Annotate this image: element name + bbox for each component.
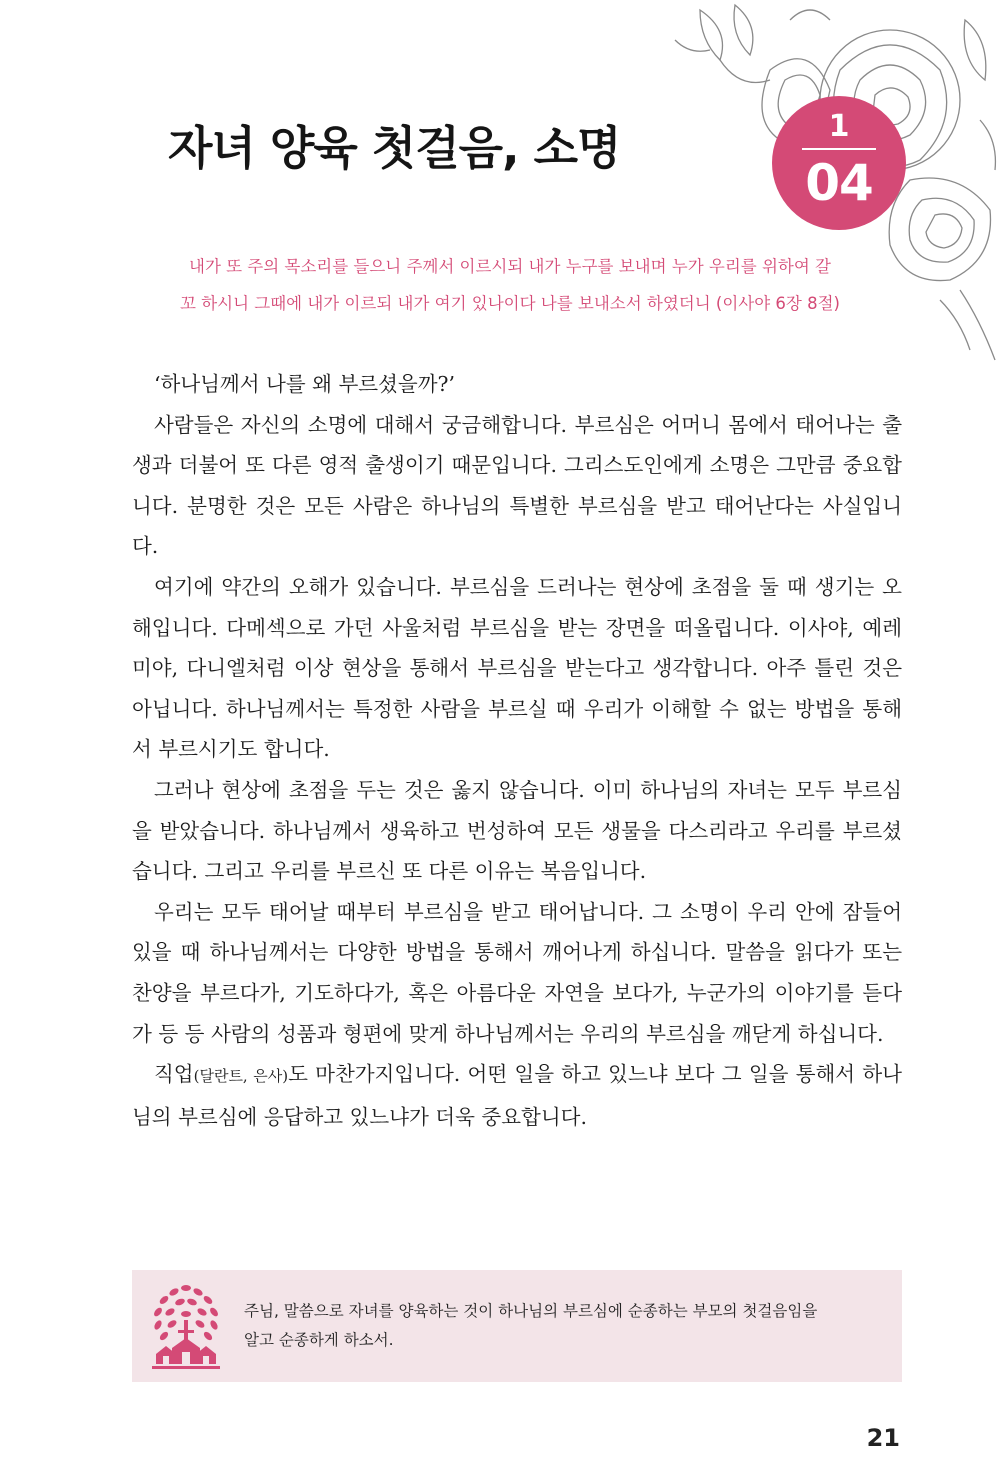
chapter-badge xyxy=(772,96,906,230)
verse-line-1: 내가 또 주의 목소리를 들으니 주께서 이르시되 내가 누구를 보내며 누가 우리를 위하여 갈 xyxy=(189,257,831,276)
chapter-number: 04 xyxy=(805,154,873,212)
body-text xyxy=(132,364,902,1137)
prayer-line-2: 알고 순종하게 하소서. xyxy=(244,1331,394,1349)
paragraph-3: 여기에 약간의 오해가 있습니다. 부르심을 드러나는 현상에 초점을 둘 때 생기는 오해입니다. 다메섹으로 가던 사울처럼 부르심을 받는 장면을 떠올립니다. 이사야, 예레미야, 다니엘처럼 이상 현상을 통해서 부르심을 받는다고 생각합니다. 아주 틀린 것은 아닙니다. 하나님께서는 특정한 사람을 부르실 때 우리가 이해할 수 없는 방법을 통해서 부르시기도 합니다. xyxy=(132,574,902,762)
part-number: 1 xyxy=(828,109,850,144)
paragraph-6-start: 직업 xyxy=(154,1062,194,1087)
verse-line-2: 꼬 하시니 그때에 내가 이르되 내가 여기 있나이다 나를 보내소서 하였더니 (이사야 6장 8절) xyxy=(180,294,840,313)
paragraph-6-parenthetical: (달란트, 은사) xyxy=(193,1067,289,1086)
tree-church-icon xyxy=(150,1280,222,1374)
prayer-line-1: 주님, 말씀으로 자녀를 양육하는 것이 하나님의 부르심에 순종하는 부모의 첫걸음임을 xyxy=(244,1302,818,1320)
scripture-verse xyxy=(160,248,860,322)
paragraph-1: ‘하나님께서 나를 왜 부르셨을까?’ xyxy=(154,372,456,396)
page-title: 자녀 양육 첫걸음, 소명 xyxy=(168,121,621,175)
page-number: 21 xyxy=(866,1424,900,1452)
paragraph-6 xyxy=(132,1054,902,1137)
paragraph-6-rest: 도 마찬가지입니다. 어떤 일을 하고 있느냐 보다 그 일을 통해서 하나님의 부르심에 응답하고 있느냐가 더욱 중요합니다. xyxy=(132,1062,902,1129)
prayer-box xyxy=(132,1270,902,1382)
prayer-text xyxy=(244,1297,884,1355)
badge-divider xyxy=(802,148,876,150)
paragraph-2: 사람들은 자신의 소명에 대해서 궁금해합니다. 부르심은 어머니 몸에서 태어나는 출생과 더불어 또 다른 영적 출생이기 때문입니다. 그리스도인에게 소명은 그만큼 중요합니다. 분명한 것은 모든 사람은 하나님의 특별한 부르심을 받고 태어난다는 사실입니다. xyxy=(132,412,902,559)
paragraph-5: 우리는 모두 태어날 때부터 부르심을 받고 태어납니다. 그 소명이 우리 안에 잠들어 있을 때 하나님께서는 다양한 방법을 통해서 깨어나게 하십니다. 말씀을 읽다가 또는 찬양을 부르다가, 기도하다가, 혹은 아름다운 자연을 보다가, 누군가의 이야기를 듣다가 등 등 사람의 성품과 형편에 맞게 하나님께서는 우리의 부르심을 깨닫게 하십니다. xyxy=(132,899,902,1046)
paragraph-4: 그러나 현상에 초점을 두는 것은 옳지 않습니다. 이미 하나님의 자녀는 모두 부르심을 받았습니다. 하나님께서 생육하고 번성하여 모든 생물을 다스리라고 우리를 부르셨습니다. 그리고 우리를 부르신 또 다른 이유는 복음입니다. xyxy=(132,777,902,884)
